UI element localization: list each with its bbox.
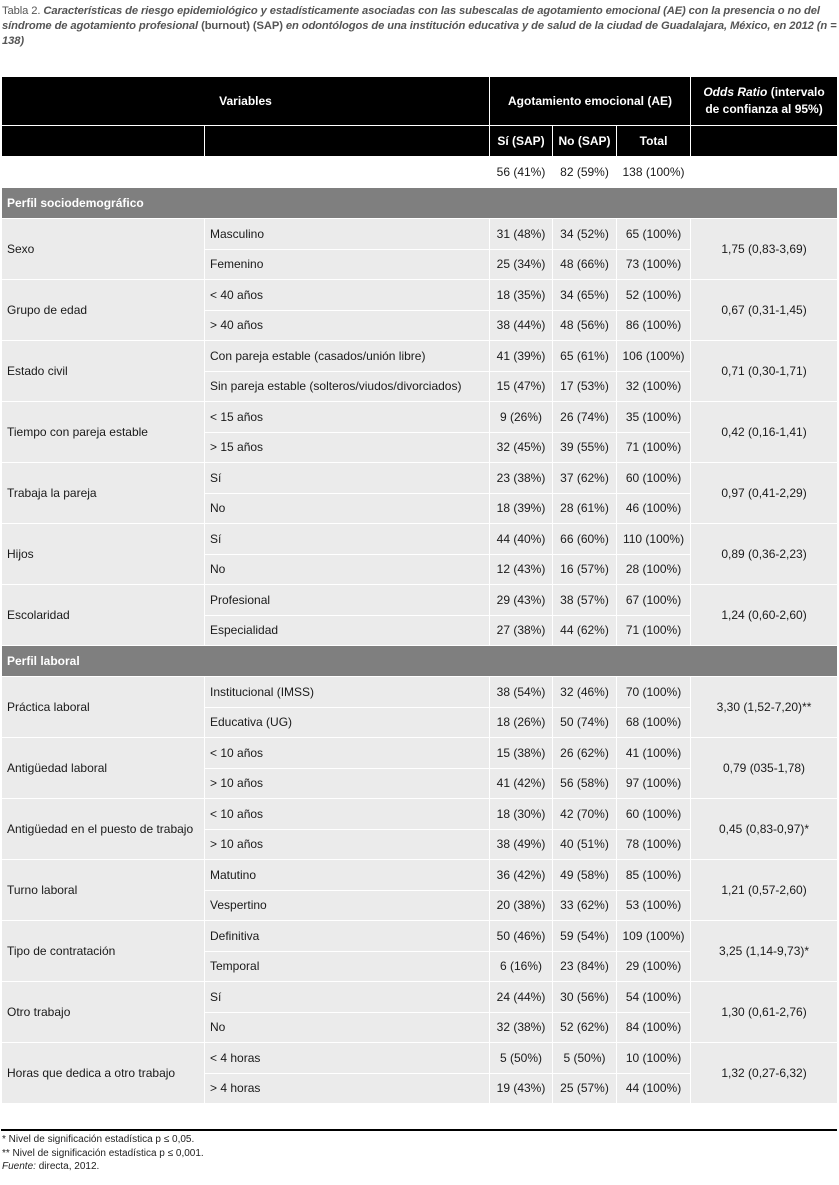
- odds-ratio-cell: 0,42 (0,16-1,41): [691, 402, 838, 463]
- category-cell: > 10 años: [205, 829, 490, 860]
- category-cell: < 40 años: [205, 280, 490, 311]
- no-cell: 5 (50%): [553, 1043, 617, 1074]
- category-cell: Sí: [205, 524, 490, 555]
- table-row: [2, 585, 838, 616]
- category-cell: No: [205, 554, 490, 585]
- total-cell: 53 (100%): [617, 890, 691, 921]
- table-bottom-rule: [1, 1129, 837, 1131]
- total-cell: 97 (100%): [617, 768, 691, 799]
- category-cell: No: [205, 1012, 490, 1043]
- no-cell: 33 (62%): [553, 890, 617, 921]
- odds-ratio-cell: 1,24 (0,60-2,60): [691, 585, 838, 646]
- header-total: Total: [617, 126, 691, 157]
- total-cell: 68 (100%): [617, 707, 691, 738]
- variable-name: Otro trabajo: [2, 982, 205, 1043]
- category-cell: No: [205, 493, 490, 524]
- totals-total: 138 (100%): [617, 157, 691, 188]
- total-cell: 41 (100%): [617, 738, 691, 769]
- no-cell: 16 (57%): [553, 554, 617, 585]
- odds-ratio-cell: 0,89 (0,36-2,23): [691, 524, 838, 585]
- odds-ratio-cell: 1,30 (0,61-2,76): [691, 982, 838, 1043]
- no-cell: 17 (53%): [553, 371, 617, 402]
- total-cell: 109 (100%): [617, 921, 691, 952]
- table-row: [2, 677, 838, 708]
- caption-text-1: Características de riesgo epidemiológico y estadísticamente asociadas con las subescalas de agotamiento emocional (AE) con la presencia o no del síndrome de agotamiento profesional: [2, 5, 820, 32]
- odds-ratio-cell: 1,75 (0,83-3,69): [691, 219, 838, 280]
- category-cell: > 40 años: [205, 310, 490, 341]
- si-cell: 32 (38%): [490, 1012, 553, 1043]
- header-empty-2: [205, 126, 490, 157]
- category-cell: Educativa (UG): [205, 707, 490, 738]
- total-cell: 86 (100%): [617, 310, 691, 341]
- total-cell: 110 (100%): [617, 524, 691, 555]
- si-cell: 25 (34%): [490, 249, 553, 280]
- totals-empty-3: [691, 157, 838, 188]
- odds-ratio-cell: 0,71 (0,30-1,71): [691, 341, 838, 402]
- total-cell: 28 (100%): [617, 554, 691, 585]
- no-cell: 48 (66%): [553, 249, 617, 280]
- header-ae: Agotamiento emocional (AE): [490, 77, 691, 126]
- total-cell: 29 (100%): [617, 951, 691, 982]
- si-cell: 44 (40%): [490, 524, 553, 555]
- table-row: [2, 280, 838, 311]
- table-row: [2, 921, 838, 952]
- si-cell: 18 (35%): [490, 280, 553, 311]
- table-row: [2, 524, 838, 555]
- variable-name: Tipo de contratación: [2, 921, 205, 982]
- source-text: directa, 2012.: [35, 1161, 100, 1172]
- footnote-1: * Nivel de significación estadística p ≤ 0,05.: [2, 1134, 195, 1145]
- category-cell: Especialidad: [205, 615, 490, 646]
- si-cell: 50 (46%): [490, 921, 553, 952]
- header-empty-3: [691, 126, 838, 157]
- total-cell: 32 (100%): [617, 371, 691, 402]
- totals-si: 56 (41%): [490, 157, 553, 188]
- si-cell: 18 (39%): [490, 493, 553, 524]
- header-odds-ratio: [691, 77, 838, 126]
- header-or-rest: (intervalo de confianza al 95%): [705, 85, 825, 116]
- totals-empty-1: [2, 157, 205, 188]
- header-no: No (SAP): [553, 126, 617, 157]
- si-cell: 24 (44%): [490, 982, 553, 1013]
- section-title: Perfil sociodemográfico: [2, 188, 838, 219]
- no-cell: 48 (56%): [553, 310, 617, 341]
- no-cell: 52 (62%): [553, 1012, 617, 1043]
- no-cell: 26 (62%): [553, 738, 617, 769]
- variable-name: Hijos: [2, 524, 205, 585]
- category-cell: Femenino: [205, 249, 490, 280]
- category-cell: > 4 horas: [205, 1073, 490, 1104]
- category-cell: < 10 años: [205, 738, 490, 769]
- header-row-2: [2, 126, 838, 157]
- si-cell: 9 (26%): [490, 402, 553, 433]
- table-row: [2, 341, 838, 372]
- caption-text-3: en odontólogos de una institución educativa y de salud de la ciudad de Guadalajara, México, en 2012 (n = 138): [2, 20, 837, 47]
- si-cell: 15 (47%): [490, 371, 553, 402]
- category-cell: > 15 años: [205, 432, 490, 463]
- si-cell: 41 (42%): [490, 768, 553, 799]
- total-cell: 44 (100%): [617, 1073, 691, 1104]
- table-row: [2, 1043, 838, 1074]
- category-cell: Masculino: [205, 219, 490, 250]
- category-cell: Con pareja estable (casados/unión libre): [205, 341, 490, 372]
- caption-text-2: (burnout) (SAP): [201, 20, 286, 32]
- odds-ratio-cell: 0,79 (035-1,78): [691, 738, 838, 799]
- data-table: [1, 76, 838, 1104]
- no-cell: 42 (70%): [553, 799, 617, 830]
- category-cell: Definitiva: [205, 921, 490, 952]
- category-cell: > 10 años: [205, 768, 490, 799]
- total-cell: 65 (100%): [617, 219, 691, 250]
- no-cell: 28 (61%): [553, 493, 617, 524]
- no-cell: 34 (52%): [553, 219, 617, 250]
- total-cell: 67 (100%): [617, 585, 691, 616]
- category-cell: < 10 años: [205, 799, 490, 830]
- footnote-2: ** Nivel de significación estadística p ≤ 0,001.: [2, 1147, 204, 1159]
- si-cell: 12 (43%): [490, 554, 553, 585]
- header-si: Sí (SAP): [490, 126, 553, 157]
- odds-ratio-cell: 3,30 (1,52-7,20)**: [691, 677, 838, 738]
- total-cell: 60 (100%): [617, 799, 691, 830]
- si-cell: 18 (26%): [490, 707, 553, 738]
- si-cell: 23 (38%): [490, 463, 553, 494]
- table-footer: [2, 1133, 837, 1174]
- no-cell: 49 (58%): [553, 860, 617, 891]
- no-cell: 34 (65%): [553, 280, 617, 311]
- total-cell: 106 (100%): [617, 341, 691, 372]
- total-cell: 73 (100%): [617, 249, 691, 280]
- variable-name: Tiempo con pareja estable: [2, 402, 205, 463]
- si-cell: 6 (16%): [490, 951, 553, 982]
- no-cell: 23 (84%): [553, 951, 617, 982]
- category-cell: Profesional: [205, 585, 490, 616]
- table-row: [2, 463, 838, 494]
- total-cell: 84 (100%): [617, 1012, 691, 1043]
- table-row: [2, 982, 838, 1013]
- si-cell: 38 (49%): [490, 829, 553, 860]
- no-cell: 50 (74%): [553, 707, 617, 738]
- no-cell: 37 (62%): [553, 463, 617, 494]
- total-cell: 46 (100%): [617, 493, 691, 524]
- si-cell: 5 (50%): [490, 1043, 553, 1074]
- variable-name: Horas que dedica a otro trabajo: [2, 1043, 205, 1104]
- odds-ratio-cell: 0,67 (0,31-1,45): [691, 280, 838, 341]
- table-row: [2, 738, 838, 769]
- total-cell: 85 (100%): [617, 860, 691, 891]
- odds-ratio-cell: 0,45 (0,83-0,97)*: [691, 799, 838, 860]
- si-cell: 32 (45%): [490, 432, 553, 463]
- section-header: [2, 646, 838, 677]
- totals-no: 82 (59%): [553, 157, 617, 188]
- total-cell: 35 (100%): [617, 402, 691, 433]
- no-cell: 56 (58%): [553, 768, 617, 799]
- category-cell: Sí: [205, 982, 490, 1013]
- variable-name: Antigüedad laboral: [2, 738, 205, 799]
- no-cell: 65 (61%): [553, 341, 617, 372]
- no-cell: 38 (57%): [553, 585, 617, 616]
- variable-name: Trabaja la pareja: [2, 463, 205, 524]
- total-cell: 70 (100%): [617, 677, 691, 708]
- variable-name: Estado civil: [2, 341, 205, 402]
- header-variables: Variables: [2, 77, 490, 126]
- no-cell: 32 (46%): [553, 677, 617, 708]
- no-cell: 26 (74%): [553, 402, 617, 433]
- header-empty-1: [2, 126, 205, 157]
- si-cell: 38 (44%): [490, 310, 553, 341]
- header-or-italic: Odds Ratio: [703, 85, 768, 99]
- odds-ratio-cell: 1,32 (0,27-6,32): [691, 1043, 838, 1104]
- table-row: [2, 860, 838, 891]
- caption-label: Tabla 2.: [2, 5, 44, 17]
- si-cell: 19 (43%): [490, 1073, 553, 1104]
- category-cell: < 4 horas: [205, 1043, 490, 1074]
- total-cell: 60 (100%): [617, 463, 691, 494]
- category-cell: Sí: [205, 463, 490, 494]
- no-cell: 25 (57%): [553, 1073, 617, 1104]
- section-header: [2, 188, 838, 219]
- total-cell: 78 (100%): [617, 829, 691, 860]
- totals-empty-2: [205, 157, 490, 188]
- total-cell: 54 (100%): [617, 982, 691, 1013]
- section-title: Perfil laboral: [2, 646, 838, 677]
- no-cell: 39 (55%): [553, 432, 617, 463]
- table-row: [2, 402, 838, 433]
- variable-name: Turno laboral: [2, 860, 205, 921]
- category-cell: Matutino: [205, 860, 490, 891]
- odds-ratio-cell: 0,97 (0,41-2,29): [691, 463, 838, 524]
- si-cell: 20 (38%): [490, 890, 553, 921]
- total-cell: 71 (100%): [617, 432, 691, 463]
- si-cell: 27 (38%): [490, 615, 553, 646]
- category-cell: Institucional (IMSS): [205, 677, 490, 708]
- category-cell: Temporal: [205, 951, 490, 982]
- table-caption: [2, 4, 837, 49]
- category-cell: Vespertino: [205, 890, 490, 921]
- no-cell: 59 (54%): [553, 921, 617, 952]
- source-label: Fuente:: [2, 1161, 36, 1172]
- si-cell: 18 (30%): [490, 799, 553, 830]
- no-cell: 66 (60%): [553, 524, 617, 555]
- totals-row: [2, 157, 838, 188]
- si-cell: 29 (43%): [490, 585, 553, 616]
- table-row: [2, 799, 838, 830]
- total-cell: 52 (100%): [617, 280, 691, 311]
- si-cell: 38 (54%): [490, 677, 553, 708]
- category-cell: < 15 años: [205, 402, 490, 433]
- no-cell: 44 (62%): [553, 615, 617, 646]
- variable-name: Práctica laboral: [2, 677, 205, 738]
- si-cell: 15 (38%): [490, 738, 553, 769]
- total-cell: 71 (100%): [617, 615, 691, 646]
- si-cell: 31 (48%): [490, 219, 553, 250]
- si-cell: 41 (39%): [490, 341, 553, 372]
- table-row: [2, 219, 838, 250]
- odds-ratio-cell: 1,21 (0,57-2,60): [691, 860, 838, 921]
- no-cell: 30 (56%): [553, 982, 617, 1013]
- category-cell: Sin pareja estable (solteros/viudos/divorciados): [205, 371, 490, 402]
- variable-name: Antigüedad en el puesto de trabajo: [2, 799, 205, 860]
- footnote-source: [2, 1160, 837, 1174]
- variable-name: Sexo: [2, 219, 205, 280]
- header-row-1: [2, 77, 838, 126]
- odds-ratio-cell: 3,25 (1,14-9,73)*: [691, 921, 838, 982]
- no-cell: 40 (51%): [553, 829, 617, 860]
- variable-name: Escolaridad: [2, 585, 205, 646]
- variable-name: Grupo de edad: [2, 280, 205, 341]
- total-cell: 10 (100%): [617, 1043, 691, 1074]
- si-cell: 36 (42%): [490, 860, 553, 891]
